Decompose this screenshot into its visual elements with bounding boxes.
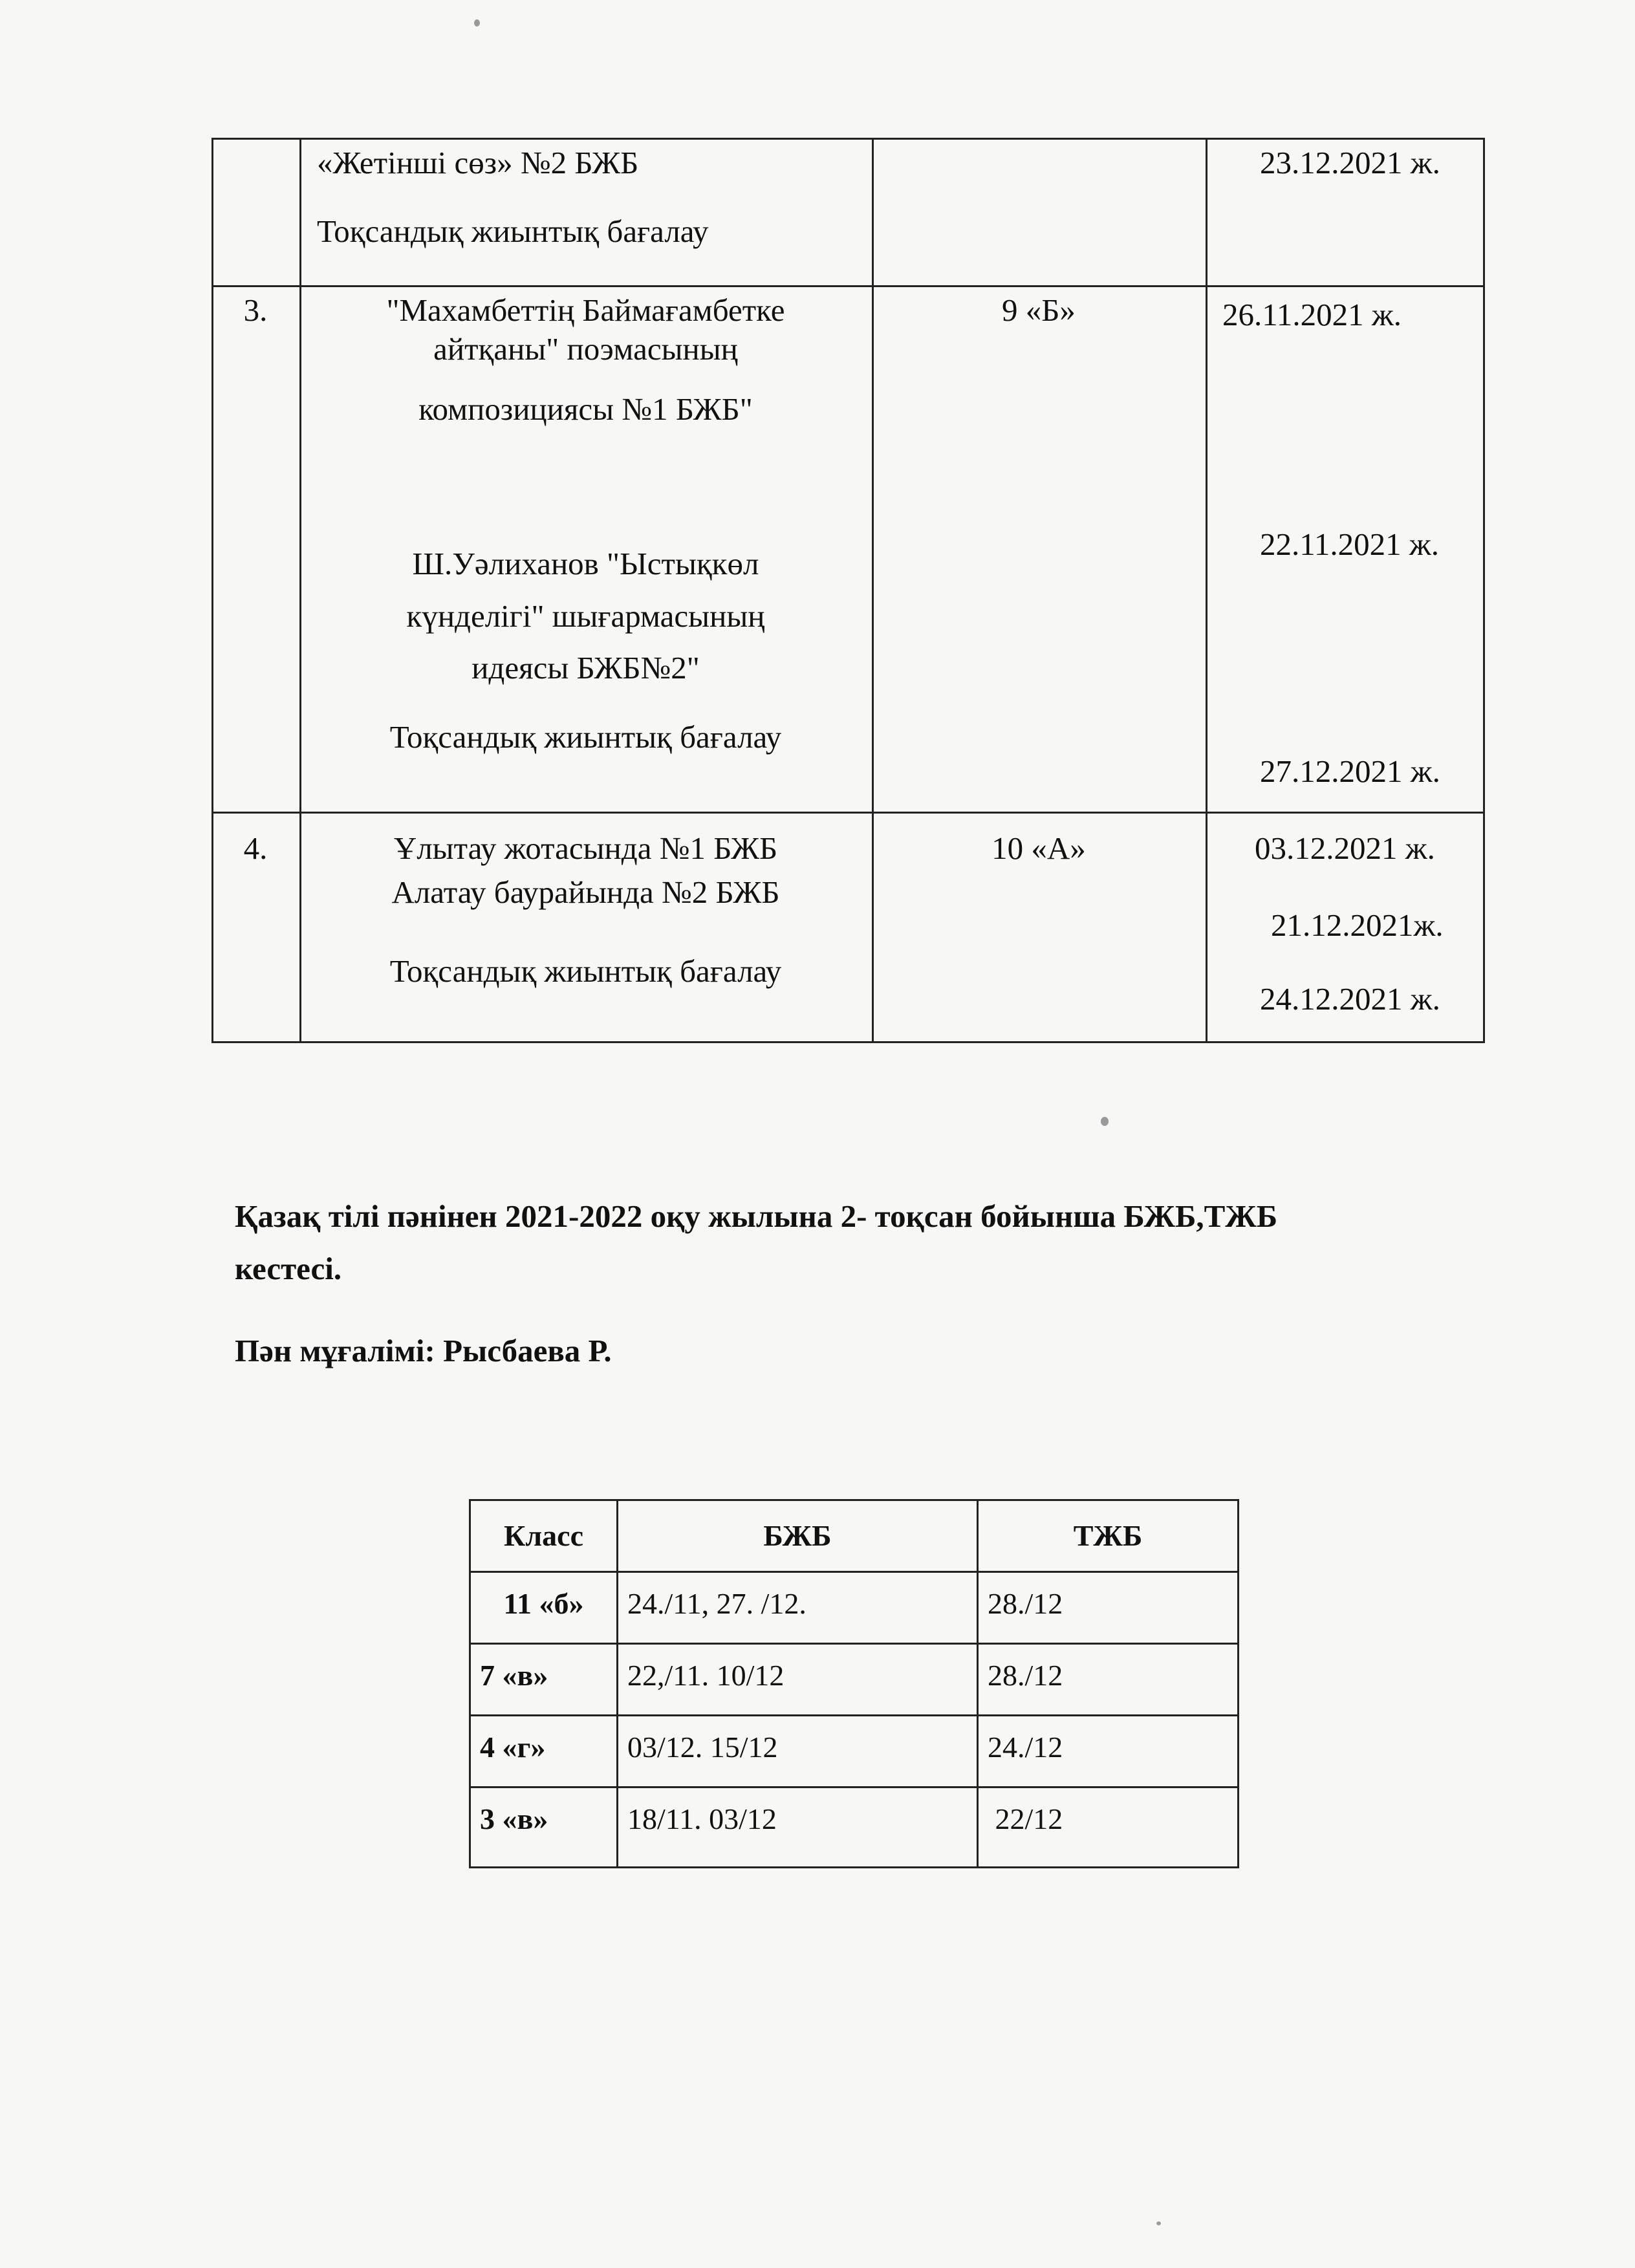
table-cell-topic: Ұлытау жотасында №1 БЖБ bbox=[393, 830, 778, 866]
table-cell-topic: Алатау баурайында №2 БЖБ bbox=[391, 874, 780, 910]
table-cell-number: 3. bbox=[243, 292, 268, 328]
table-cell-date: 03.12.2021 ж. bbox=[1255, 830, 1435, 866]
table-cell-date: 22.11.2021 ж. bbox=[1260, 526, 1440, 562]
table-cell-tjb: 22/12 bbox=[978, 1787, 1239, 1868]
table-cell-number: 4. bbox=[243, 830, 268, 866]
table-cell-topic: айтқаны" поэмасының bbox=[433, 331, 738, 367]
table-cell-bjb: 18/11. 03/12 bbox=[618, 1787, 978, 1868]
table-cell-bjb: 24./11, 27. /12. bbox=[618, 1572, 978, 1644]
table-cell-date: 24.12.2021 ж. bbox=[1260, 981, 1440, 1017]
table-cell-date: 27.12.2021 ж. bbox=[1260, 753, 1440, 789]
table-border bbox=[1206, 138, 1207, 1043]
table-cell-bjb: 22,/11. 10/12 bbox=[618, 1644, 978, 1716]
table-border bbox=[211, 285, 1485, 287]
table-cell-class: 10 «А» bbox=[991, 830, 1086, 866]
table-cell-date: 23.12.2021 ж. bbox=[1260, 145, 1440, 180]
scan-speck bbox=[1156, 2221, 1161, 2225]
table-cell-topic: Тоқсандық жиынтық бағалау bbox=[389, 719, 782, 755]
scan-speck bbox=[1101, 1117, 1109, 1126]
table-border bbox=[1483, 138, 1485, 1043]
schedule-heading: Қазақ тілі пәнінен 2021-2022 оқу жылына 2- тоқсан бойынша БЖБ,ТЖБ bbox=[235, 1198, 1278, 1234]
table-cell-topic: идеясы БЖБ№2" bbox=[471, 650, 700, 686]
table-border bbox=[211, 138, 213, 1043]
table-row bbox=[470, 1644, 1239, 1716]
table-cell-tjb: 28./12 bbox=[978, 1572, 1239, 1644]
table-cell-class: 11 «б» bbox=[470, 1572, 618, 1644]
table-cell-topic: композициясы №1 БЖБ" bbox=[418, 391, 753, 427]
table-row bbox=[470, 1716, 1239, 1787]
table-cell-date: 21.12.2021ж. bbox=[1271, 907, 1444, 943]
table-cell-topic: күнделігі" шығармасының bbox=[406, 598, 765, 634]
table-row bbox=[470, 1787, 1239, 1868]
table-border bbox=[211, 138, 1485, 140]
table-cell-topic: "Махамбеттің Баймағамбетке bbox=[386, 292, 785, 328]
table-cell-tjb: 28./12 bbox=[978, 1644, 1239, 1716]
table-header-row bbox=[470, 1500, 1239, 1572]
table-cell-date: 26.11.2021 ж. bbox=[1222, 297, 1402, 332]
table-cell-class: 3 «в» bbox=[470, 1787, 618, 1868]
column-header: Класс bbox=[470, 1500, 618, 1572]
table-cell-topic: Тоқсандық жиынтық бағалау bbox=[389, 953, 782, 989]
column-header: БЖБ bbox=[618, 1500, 978, 1572]
table-cell-topic: Ш.Уәлиханов "Ыстықкөл bbox=[412, 546, 759, 581]
table-cell-class: 4 «г» bbox=[470, 1716, 618, 1787]
schedule-table bbox=[469, 1499, 1239, 1868]
table-cell-class: 9 «Б» bbox=[1002, 292, 1076, 328]
scan-speck bbox=[474, 19, 480, 27]
table-border bbox=[872, 138, 874, 1043]
table-cell-class: 7 «в» bbox=[470, 1644, 618, 1716]
table-cell-bjb: 03/12. 15/12 bbox=[618, 1716, 978, 1787]
column-header: ТЖБ bbox=[978, 1500, 1239, 1572]
table-cell-tjb: 24./12 bbox=[978, 1716, 1239, 1787]
teacher-name: Пән мұғалімі: Рысбаева Р. bbox=[235, 1333, 612, 1368]
table-border bbox=[211, 1041, 1485, 1043]
table-cell-topic: Тоқсандық жиынтық бағалау bbox=[317, 213, 709, 249]
table-border bbox=[211, 812, 1485, 814]
table-cell-topic: «Жетінші сөз» №2 БЖБ bbox=[317, 145, 639, 180]
schedule-heading: кестесі. bbox=[235, 1251, 342, 1286]
table-row bbox=[470, 1572, 1239, 1644]
